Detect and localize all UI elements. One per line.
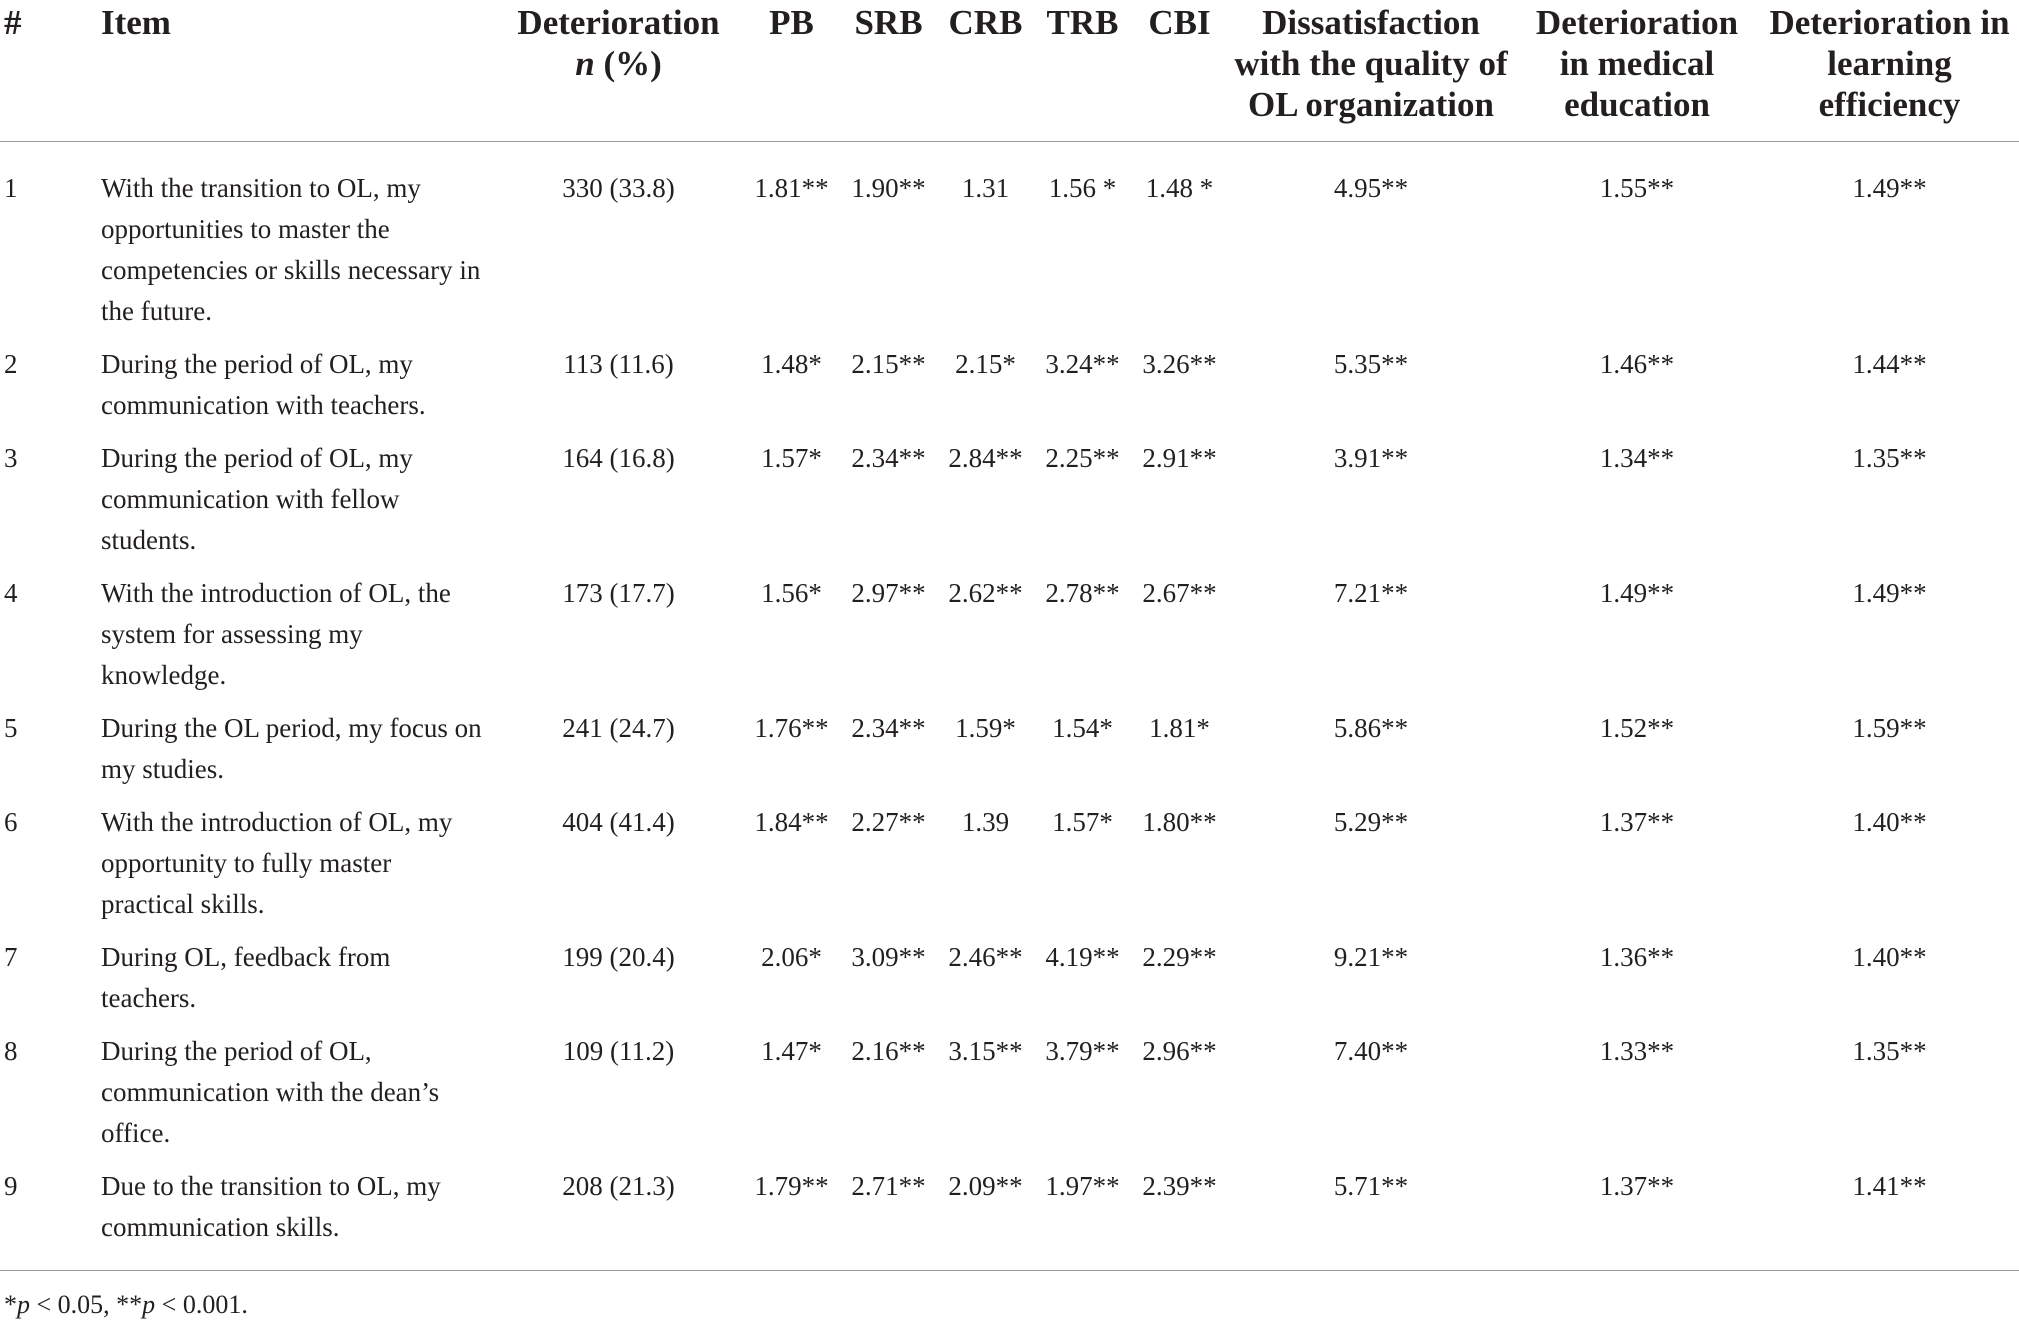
header-cbi: CBI	[1148, 3, 1211, 42]
cell-medical-education: 1.55**	[1599, 173, 1675, 203]
cell-deterioration: 113 (11.6)	[563, 349, 674, 379]
cell-crb: 2.84**	[948, 443, 1023, 473]
header-dissatisfaction: Dissatisfaction with the quality of OL organization	[1234, 3, 1508, 124]
cell-trb: 1.56 *	[1048, 173, 1117, 203]
cell-srb: 2.71**	[851, 1171, 926, 1201]
cell-cbi: 1.81*	[1149, 713, 1210, 743]
cell-pb: 1.57*	[761, 443, 822, 473]
footnote-lead: *	[4, 1290, 17, 1319]
cell-deterioration: 208 (21.3)	[562, 1171, 675, 1201]
cell-deterioration: 173 (17.7)	[562, 578, 675, 608]
cell-learning-efficiency: 1.40**	[1852, 942, 1927, 972]
cell-dissatisfaction: 5.86**	[1333, 713, 1409, 743]
cell-number: 8	[4, 1036, 18, 1066]
cell-pb: 1.56*	[761, 578, 822, 608]
cell-learning-efficiency: 1.40**	[1852, 807, 1927, 837]
header-deterioration-pct: (%)	[594, 44, 662, 83]
cell-cbi: 1.48 *	[1145, 173, 1214, 203]
cell-number: 7	[4, 942, 18, 972]
table-row	[0, 1031, 2019, 1166]
cell-dissatisfaction: 5.29**	[1333, 807, 1409, 837]
cell-crb: 3.15**	[948, 1036, 1023, 1066]
cell-deterioration: 330 (33.8)	[562, 173, 675, 203]
table-header	[0, 0, 2019, 142]
cell-item: During the period of OL, my communication with fellow students.	[101, 443, 413, 555]
header-pb: PB	[769, 3, 814, 42]
cell-medical-education: 1.49**	[1599, 578, 1675, 608]
cell-cbi: 2.39**	[1142, 1171, 1217, 1201]
cell-trb: 3.24**	[1045, 349, 1120, 379]
cell-trb: 2.78**	[1045, 578, 1120, 608]
table-row	[0, 573, 2019, 708]
cell-item: Due to the transition to OL, my communication skills.	[101, 1171, 441, 1242]
cell-trb: 2.25**	[1045, 443, 1120, 473]
cell-learning-efficiency: 1.41**	[1852, 1171, 1927, 1201]
cell-pb: 1.84**	[754, 807, 829, 837]
table-row	[0, 438, 2019, 573]
cell-learning-efficiency: 1.44**	[1852, 349, 1927, 379]
cell-dissatisfaction: 4.95**	[1333, 173, 1409, 203]
cell-srb: 2.97**	[851, 578, 926, 608]
cell-dissatisfaction: 9.21**	[1333, 942, 1409, 972]
cell-learning-efficiency: 1.35**	[1852, 1036, 1927, 1066]
cell-medical-education: 1.37**	[1599, 807, 1675, 837]
cell-cbi: 1.80**	[1142, 807, 1217, 837]
cell-number: 9	[4, 1171, 18, 1201]
cell-trb: 1.57*	[1052, 807, 1113, 837]
cell-srb: 2.16**	[851, 1036, 926, 1066]
header-number: #	[4, 3, 22, 42]
header-item: Item	[101, 3, 171, 42]
cell-crb: 2.09**	[948, 1171, 1023, 1201]
cell-trb: 3.79**	[1045, 1036, 1120, 1066]
header-medical-education: Deterioration in medical education	[1535, 3, 1739, 124]
cell-srb: 2.27**	[851, 807, 926, 837]
table-row	[0, 937, 2019, 1031]
cell-item: During the period of OL, communication with the dean’s office.	[101, 1036, 440, 1148]
cell-medical-education: 1.36**	[1599, 942, 1675, 972]
table-row	[0, 344, 2019, 438]
cell-item: With the introduction of OL, my opportunity to fully master practical skills.	[101, 807, 453, 919]
cell-medical-education: 1.52**	[1599, 713, 1675, 743]
cell-learning-efficiency: 1.59**	[1852, 713, 1927, 743]
cell-learning-efficiency: 1.49**	[1852, 578, 1927, 608]
cell-item: With the transition to OL, my opportunities to master the competencies or skills necessary in the future.	[101, 173, 481, 326]
cell-deterioration: 241 (24.7)	[562, 713, 675, 743]
cell-srb: 2.15**	[851, 349, 926, 379]
cell-deterioration: 109 (11.2)	[562, 1036, 675, 1066]
cell-number: 5	[4, 713, 18, 743]
cell-medical-education: 1.34**	[1599, 443, 1675, 473]
cell-pb: 1.79**	[754, 1171, 829, 1201]
cell-dissatisfaction: 7.40**	[1333, 1036, 1409, 1066]
cell-trb: 1.97**	[1045, 1171, 1120, 1201]
footnote-t1: < 0.05, **	[30, 1290, 143, 1319]
table-row	[0, 708, 2019, 802]
table-footnote	[4, 1290, 248, 1320]
cell-crb: 1.31	[961, 173, 1010, 203]
cell-medical-education: 1.37**	[1599, 1171, 1675, 1201]
cell-number: 6	[4, 807, 18, 837]
cell-srb: 3.09**	[851, 942, 926, 972]
table-row	[0, 142, 2019, 345]
cell-medical-education: 1.33**	[1599, 1036, 1675, 1066]
cell-deterioration: 404 (41.4)	[562, 807, 675, 837]
cell-deterioration: 199 (20.4)	[562, 942, 675, 972]
cell-trb: 1.54*	[1052, 713, 1113, 743]
table-row	[0, 802, 2019, 937]
header-learning-efficiency: Deterioration in learning efficiency	[1769, 3, 2010, 124]
cell-crb: 2.62**	[948, 578, 1023, 608]
cell-cbi: 3.26**	[1142, 349, 1217, 379]
footnote-p2: p	[142, 1290, 156, 1319]
cell-learning-efficiency: 1.35**	[1852, 443, 1927, 473]
header-trb: TRB	[1046, 3, 1119, 42]
header-row	[0, 0, 2019, 142]
cell-srb: 2.34**	[851, 443, 926, 473]
table-row	[0, 1166, 2019, 1271]
cell-learning-efficiency: 1.49**	[1852, 173, 1927, 203]
table-body	[0, 142, 2019, 1271]
cell-trb: 4.19**	[1045, 942, 1120, 972]
cell-item: During the OL period, my focus on my studies.	[101, 713, 482, 784]
cell-pb: 2.06*	[761, 942, 822, 972]
cell-crb: 1.39	[961, 807, 1010, 837]
cell-medical-education: 1.46**	[1599, 349, 1675, 379]
cell-item: With the introduction of OL, the system for assessing my knowledge.	[101, 578, 451, 690]
cell-item: During OL, feedback from teachers.	[101, 942, 391, 1013]
cell-dissatisfaction: 7.21**	[1333, 578, 1409, 608]
cell-crb: 2.46**	[948, 942, 1023, 972]
header-crb: CRB	[948, 3, 1023, 42]
cell-crb: 2.15*	[955, 349, 1016, 379]
cell-pb: 1.81**	[754, 173, 829, 203]
cell-cbi: 2.67**	[1142, 578, 1217, 608]
header-srb: SRB	[854, 3, 923, 42]
cell-pb: 1.48*	[761, 349, 822, 379]
cell-number: 3	[4, 443, 18, 473]
cell-dissatisfaction: 3.91**	[1333, 443, 1409, 473]
cell-item: During the period of OL, my communication with teachers.	[101, 349, 426, 420]
cell-dissatisfaction: 5.35**	[1333, 349, 1409, 379]
cell-cbi: 2.96**	[1142, 1036, 1217, 1066]
cell-number: 1	[4, 173, 18, 203]
footnote-t2: < 0.001.	[155, 1290, 248, 1319]
cell-deterioration: 164 (16.8)	[562, 443, 675, 473]
cell-number: 4	[4, 578, 18, 608]
cell-dissatisfaction: 5.71**	[1333, 1171, 1409, 1201]
cell-pb: 1.47*	[761, 1036, 822, 1066]
cell-number: 2	[4, 349, 18, 379]
cell-pb: 1.76**	[754, 713, 829, 743]
cell-crb: 1.59*	[955, 713, 1016, 743]
cell-srb: 2.34**	[851, 713, 926, 743]
cell-srb: 1.90**	[851, 173, 926, 203]
header-deterioration-label: Deterioration	[517, 3, 720, 42]
header-deterioration-n: n	[575, 44, 595, 83]
cell-cbi: 2.91**	[1142, 443, 1217, 473]
footnote-p1: p	[17, 1290, 30, 1319]
header-deterioration	[494, 0, 743, 142]
cell-cbi: 2.29**	[1142, 942, 1217, 972]
